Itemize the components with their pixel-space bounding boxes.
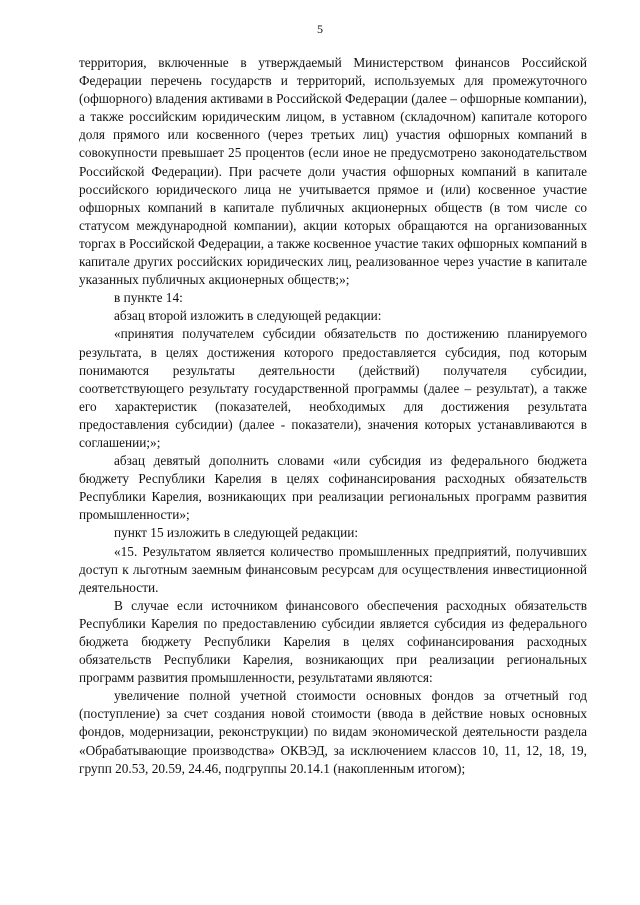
paragraph-point-15: пункт 15 изложить в следующей редакции: <box>114 525 359 541</box>
paragraph-offshore-definition: территория, включенные в утверждаемый Министерством финансов Российской Федерации перечень государств и территорий, используемых для промежуточного (офшорного) владения активами в Российской Федерации (далее – офшорные компании), а также российским юридическим лицом, в уставном (складочном) капитале которого доля прямого или косвенного (через третьих лиц) участия офшорных компаний в совокупности превышает 25 процентов (если иное не предусмотрено законодательством Российской Федерации). При расчете доли участия офшорных компаний в капитале российского юридического лица не учитывается прямое и (или) косвенное участие офшорных компаний в капитале публичных акционерных обществ (в том числе со статусом международной компании), акции которых обращаются на организованных торгах в Российской Федерации, а также косвенное участие таких офшорных компаний в капитале других российских юридических лиц, реализованное через участие в капитале указанных публичных акционерных обществ;»; <box>79 55 587 288</box>
paragraph-second-abzac: абзац второй изложить в следующей редакции: <box>114 308 382 324</box>
paragraph-fixed-assets-increase: увеличение полной учетной стоимости основных фондов за отчетный год (поступление) за счет создания новой стоимости (ввода в действие новых основных фондов, модернизации, реконструкции) по видам экономической деятельности раздела «Обрабатывающие производства» ОКВЭД, за исключением классов 10, 11, 12, 18, 19, групп 20.53, 20.59, 24.46, подгруппы 20.14.1 (накопленным итогом); <box>79 688 587 776</box>
paragraph-ninth-abzac: абзац девятый дополнить словами «или субсидия из федерального бюджета бюджету Республики Карелия в целях софинансирования расходных обязательств Республики Карелия, возникающих при реализации региональных программ развития промышленности»; <box>79 453 587 523</box>
paragraph-obligations: «принятия получателем субсидии обязательств по достижению планируемого результата, в целях достижения которого предоставляется субсидия, под которым понимаются результаты деятельности (действий) получателя субсидии, соответствующего результату государственной программы (далее – результат), а также его характеристик (показателей, необходимых для достижения результата предоставления субсидии) (далее - показатели), значения которых устанавливаются в соглашении;»; <box>79 326 587 450</box>
paragraph-result: «15. Результатом является количество промышленных предприятий, получивших доступ к льготным заемным финансовым ресурсам для осуществления инвестиционной деятельности. <box>79 543 587 595</box>
page-number: 5 <box>317 22 323 36</box>
paragraph-point-14: в пункте 14: <box>114 290 183 306</box>
document-body <box>79 54 587 778</box>
paragraph-federal-subsidy-case: В случае если источником финансового обеспечения расходных обязательств Республики Карелия по предоставлению субсидии является субсидия из федерального бюджета бюджету Республики Карелия в целях софинансирования расходных обязательств Республики Карелия, возникающих при реализации региональных программ развития промышленности, результатами являются: <box>79 597 587 686</box>
